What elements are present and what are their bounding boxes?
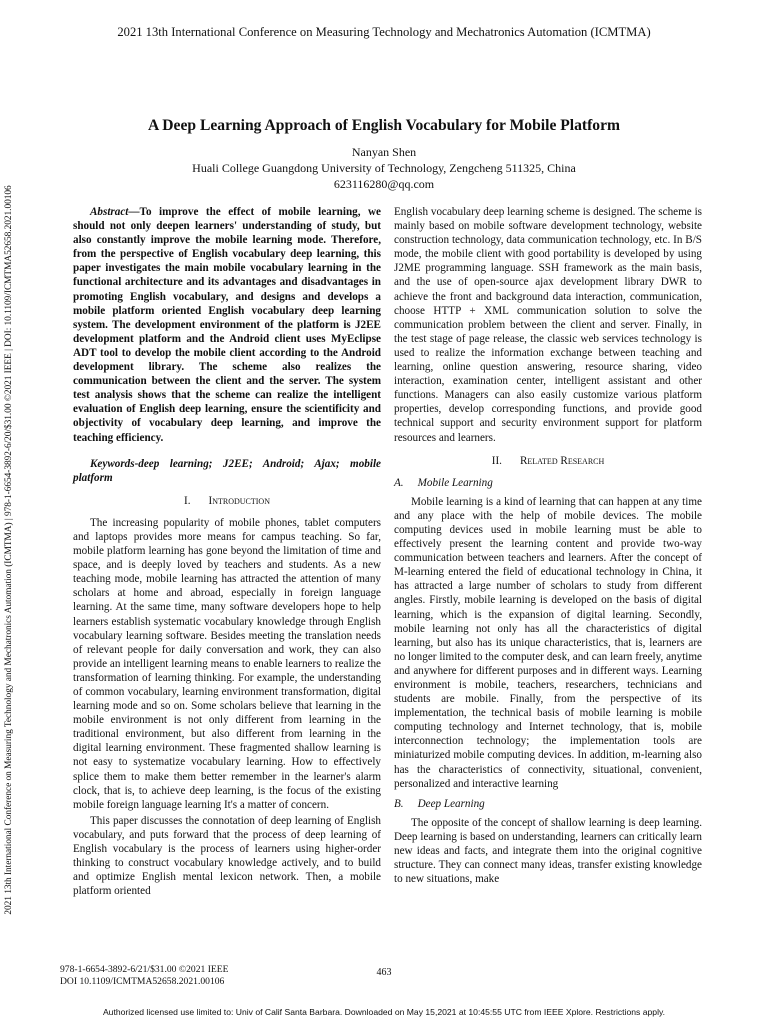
- author-block: [0, 144, 768, 192]
- subsection-title: Deep Learning: [417, 797, 485, 810]
- subsection-heading-deep-learning: [394, 797, 702, 811]
- section-number: I.: [184, 494, 191, 507]
- subsection-letter: A.: [394, 476, 404, 489]
- license-notice: Authorized licensed use limited to: Univ of Calif Santa Barbara. Downloaded on May 15,2021 at 10:45:55 UTC from IEEE Xplore. Restrictions apply.: [102, 1007, 666, 1017]
- author-email[interactable]: 623116280@qq.com: [333, 177, 435, 191]
- abstract: [73, 205, 381, 445]
- mobile-learning-paragraph: Mobile learning is a kind of learning that can happen at any time and any place with the help of mobile devices. The mobile computing devices used in mobile learning must be able to effectively present the learning content and provide two-way communication between teachers and learners. After the concept of M-learning entered the field of educational technology in China, it has attracted a large number of scholars to study from different angles. Firstly, mobile learning is developed on the basis of digital learning, which is the expansion of digital learning. Secondly, mobile learning not only has all the characteristics of digital learning, but also has its unique characteristics, that is, learners are no longer limited to the computer desk, and can learn freely, anytime and anywhere for different purposes and in different ways. Learning environment is mobile, teachers, researchers, technicians and students are mobile. Finally, from the perspective of its implementation, the technical basis of mobile learning is mobile computing technology and Internet technology, that is, mobile interconnection technology; the implementation tools are miniaturized mobile computing devices. In addition, m-learning also has the characteristics of connectivity, situational, convenient, personalized and interactive learning: [394, 495, 702, 790]
- subsection-letter: B.: [394, 797, 404, 810]
- section-heading-introduction: [73, 494, 381, 508]
- abstract-text: —To improve the effect of mobile learning, we should not only deepen learners' understanding of study, but also constantly improve the mobile learning mode. Therefore, from the perspective of English vocabulary deep learning, this paper investigates the main mobile vocabulary learning in the functional architecture and its advantages and disadvantages in promoting English vocabulary, and designs and develops a mobile platform oriented English vocabulary deep learning system. The development environment of the platform is J2EE development platform and the Android client uses MyEclipse ADT tool to develop the mobile client according to the Android development library. The scheme also realizes the communication between the client and the server. The system test analysis shows that the scheme can realize the intelligent evaluation of English deep learning, ensure the scientificity and objectivity of vocabulary deep learning, and improve the teaching efficiency.: [73, 206, 381, 444]
- keywords: Keywords-deep learning; J2EE; Android; Ajax; mobile platform: [73, 457, 381, 484]
- section-heading-related-research: [394, 454, 702, 468]
- side-doi-strip: 2021 13th International Conference on Measuring Technology and Mechatronics Automation (ICMTMA) | 978-1-6654-3892-6/20/$31.00 ©2021 IEEE | DOI: 10.1109/ICMTMA52658.2021.00106: [4, 185, 14, 915]
- right-column: [394, 205, 702, 886]
- left-column: [73, 205, 381, 898]
- subsection-title: Mobile Learning: [417, 476, 493, 489]
- section-title: Related Research: [519, 454, 605, 467]
- intro-paragraph-2-continued: English vocabulary deep learning scheme is designed. The scheme is mainly based on mobile software development technology, website construction technology, data communication technology, etc. In B/S mode, the mobile client with good portability is developed by using J2ME programming language. SSH framework as the main basis, and the use of open-source ajax development library DWR to achieve the front and background data interaction, communication, choose HTTP + XML communication solution to solve the communication problem between the client and server. Finally, in the test stage of page release, the classic web services technology is used to realize the information exchange between teaching and learning, online question answering, resource sharing, video interaction, examination center, intelligent assistant and other functions. Managers can also easily customize various platform properties, develop corresponding functions, and provide good technical support and security environment support for platform resources and learners.: [394, 206, 702, 444]
- intro-paragraph-2: This paper discusses the connotation of deep learning of English vocabulary, and puts forward that the process of deep learning of English vocabulary is the process of learners using higher-order thinking to construct vocabulary knowledge actively, and to build and optimize English mental lexicon network. Then, a mobile platform oriented: [73, 814, 381, 898]
- footer-isbn: 978-1-6654-3892-6/21/$31.00 ©2021 IEEE: [60, 964, 229, 975]
- conference-header: 2021 13th International Conference on Measuring Technology and Mechatronics Automation (ICMTMA): [117, 25, 651, 39]
- subsection-heading-mobile-learning: [394, 476, 702, 490]
- deep-learning-paragraph: The opposite of the concept of shallow learning is deep learning. Deep learning is based on understanding, learners can critically learn new ideas and facts, and integrate them into the original cognitive structure. They can connect many ideas, transfer existing knowledge to new situations, make: [394, 816, 702, 886]
- intro-paragraph-1: The increasing popularity of mobile phones, tablet computers and laptops provides more means for campus teaching. So far, mobile platform learning has gone beyond the limitation of time and space, and is deeply loved by teachers and students. As a new teaching mode, mobile learning has attracted the attention of many scholars at home and abroad, especially in foreign language learning. At the same time, many software developers hope to help learners establish systematic vocabulary knowledge through English vocabulary learning software. Besides meeting the translation needs of relevant people for daily conversation and work, they can also provide an intelligent learning means to enable learners to realize the transformation of learning thinking. For example, the understanding of common vocabulary, learning environment transformation, digital learning mode and so on. Some scholars believe that learning in the mobile environment is not only different from learning in the traditional environment, but also different from learning in the digital learning environment. These fragmented shallow learning is not easy to systematize vocabulary learning. How to effectively splice them to make them better remember in the learner's alarm clock, that is, to achieve deep learning, is the focus of the existing mobile foreign language learning It's a matter of concern.: [73, 516, 381, 811]
- abstract-label: Abstract: [90, 206, 129, 218]
- paper-title: A Deep Learning Approach of English Vocabulary for Mobile Platform: [147, 117, 621, 134]
- author-name: Nanyan Shen: [351, 145, 417, 159]
- author-affiliation: Huali College Guangdong University of Technology, Zengcheng 511325, China: [192, 161, 576, 175]
- footer-doi: DOI 10.1109/ICMTMA52658.2021.00106: [60, 976, 225, 987]
- section-title: Introduction: [208, 494, 270, 507]
- page-number: 463: [376, 967, 392, 978]
- section-number: II.: [491, 454, 502, 467]
